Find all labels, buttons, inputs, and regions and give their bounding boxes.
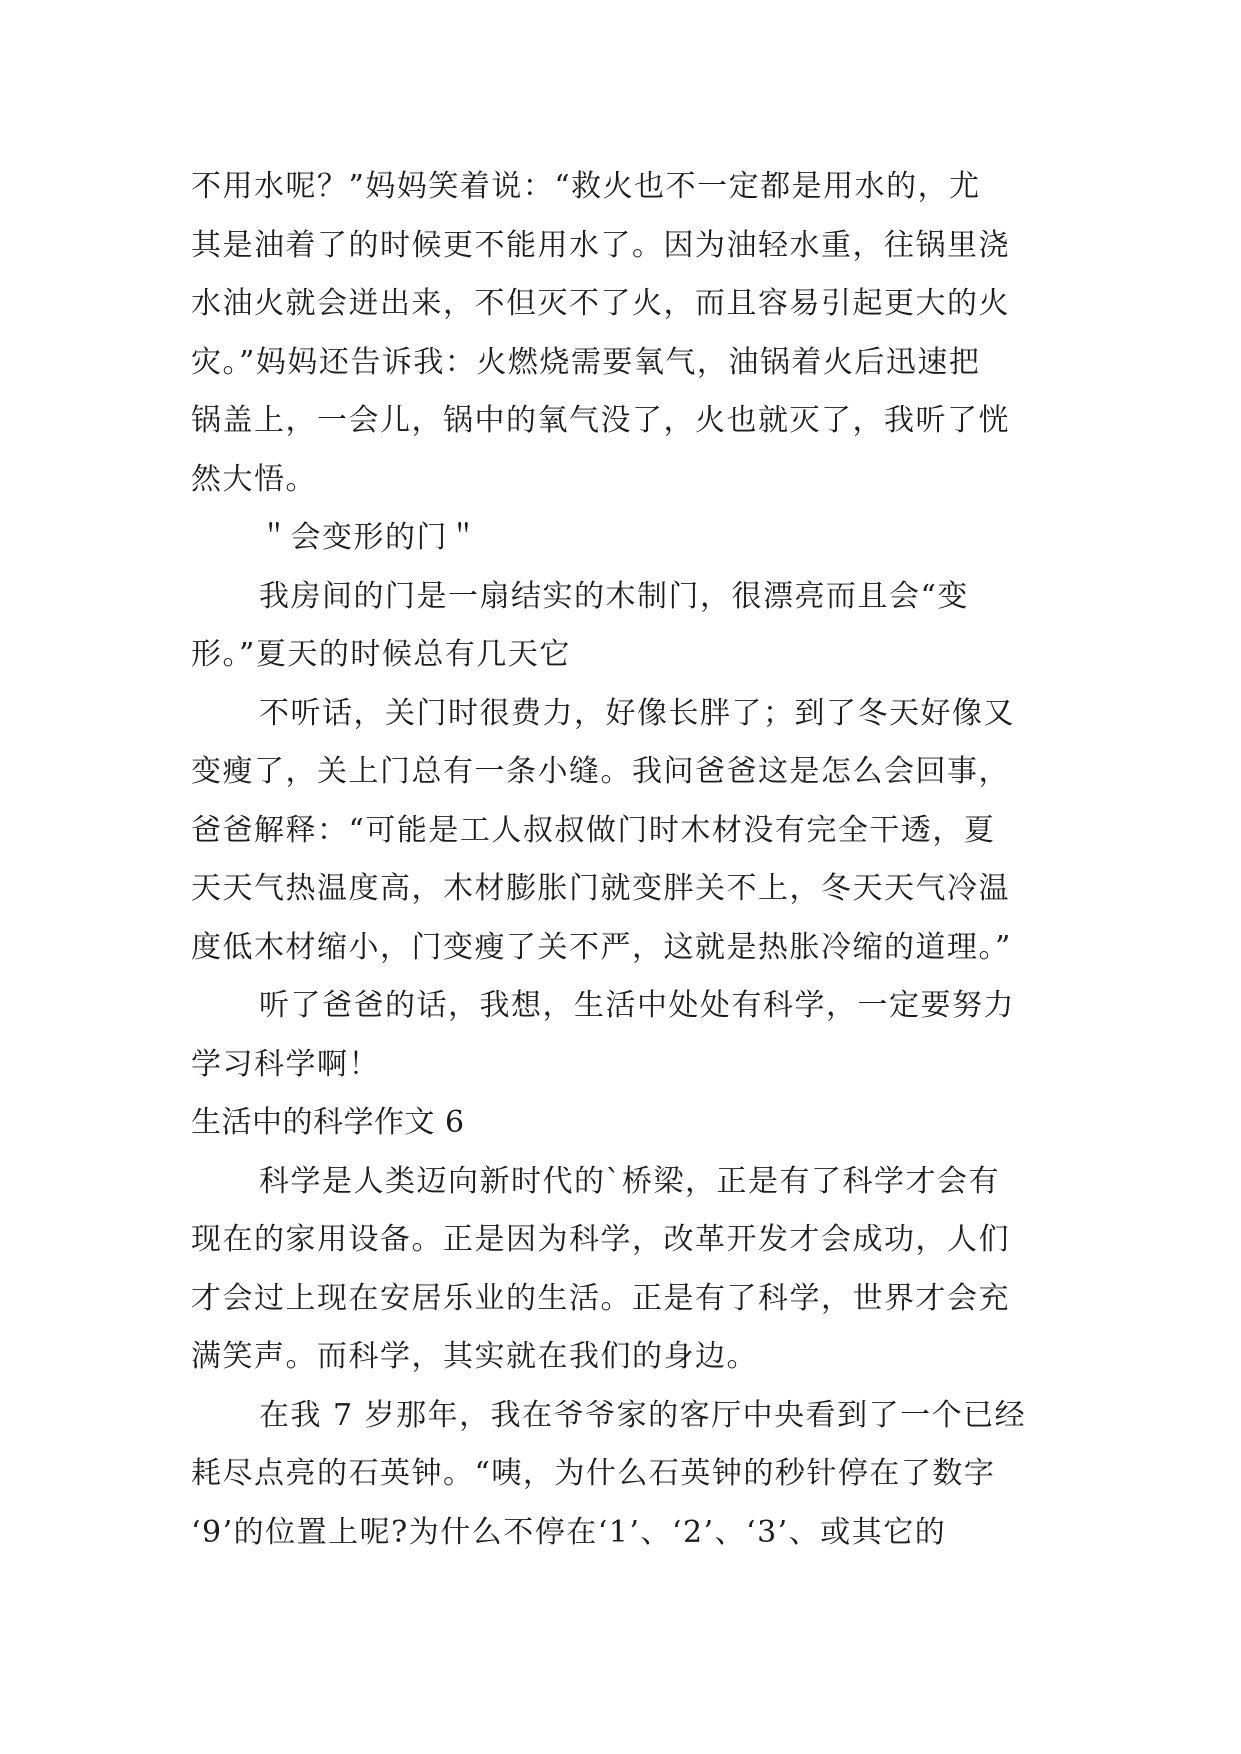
paragraph-start-line: 在我 7 岁那年，我在爷爷家的客厅中央看到了一个已经: [259, 1397, 1027, 1433]
text-line: 灾。”妈妈还告诉我：火燃烧需要氧气，油锅着火后迅速把: [191, 344, 981, 380]
text-line: 变瘦了，关上门总有一条小缝。我问爸爸这是怎么会回事，: [191, 754, 1010, 789]
paragraph-start-line: 不听话，关门时很费力，好像长胖了；到了冬天好像又: [259, 695, 1015, 731]
text-line: 水油火就会迸出来，不但灭不了火，而且容易引起更大的火: [191, 286, 1010, 321]
section-heading: 生活中的科学作文 6: [191, 1105, 465, 1140]
paragraph-start-line: 科学是人类迈向新时代的`桥梁，正是有了科学才会有: [259, 1163, 1000, 1199]
text-line: 学习科学啊！: [191, 1046, 380, 1082]
text-line: 其是油着了的时候更不能用水了。因为油轻水重，往锅里浇: [191, 227, 1010, 263]
text-line: 才会过上现在安居乐业的生活。正是有了科学，世界才会充: [191, 1280, 1010, 1316]
text-line: 天天气热温度高，木材膨胀门就变胖关不上，冬天天气冷温: [191, 871, 1010, 906]
text-line: 然大悟。: [191, 461, 317, 497]
text-line: 度低木材缩小，门变瘦了关不严，这就是热胀冷缩的道理。”: [191, 929, 1012, 965]
text-line: 锅盖上，一会儿，锅中的氧气没了，火也就灭了，我听了恍: [191, 403, 1010, 438]
paragraph-start-line: 听了爸爸的话，我想，生活中处处有科学，一定要努力: [259, 988, 1015, 1023]
text-line: 不用水呢？”妈妈笑着说：“救火也不一定都是用水的，尤: [191, 169, 981, 204]
paragraph-start-line: 我房间的门是一扇结实的木制门，很漂亮而且会“变: [259, 578, 969, 614]
body-text: [191, 158, 1061, 1562]
text-line: ‘9’的位置上呢?为什么不停在‘1’、‘2’、‘3’、或其它的: [191, 1514, 947, 1550]
text-line: 耗尽点亮的石英钟。“咦，为什么石英钟的秒针停在了数字: [191, 1456, 996, 1491]
text-line: 满笑声。而科学，其实就在我们的身边。: [191, 1339, 758, 1374]
text-line: 形。”夏天的时候总有几天它: [191, 637, 571, 672]
text-line: 爸爸解释：“可能是工人叔叔做门时木材没有完全干透，夏: [191, 812, 996, 848]
subsection-title: ＂会变形的门＂: [259, 520, 480, 555]
text-line: 现在的家用设备。正是因为科学，改革开发才会成功，人们: [191, 1222, 1010, 1257]
